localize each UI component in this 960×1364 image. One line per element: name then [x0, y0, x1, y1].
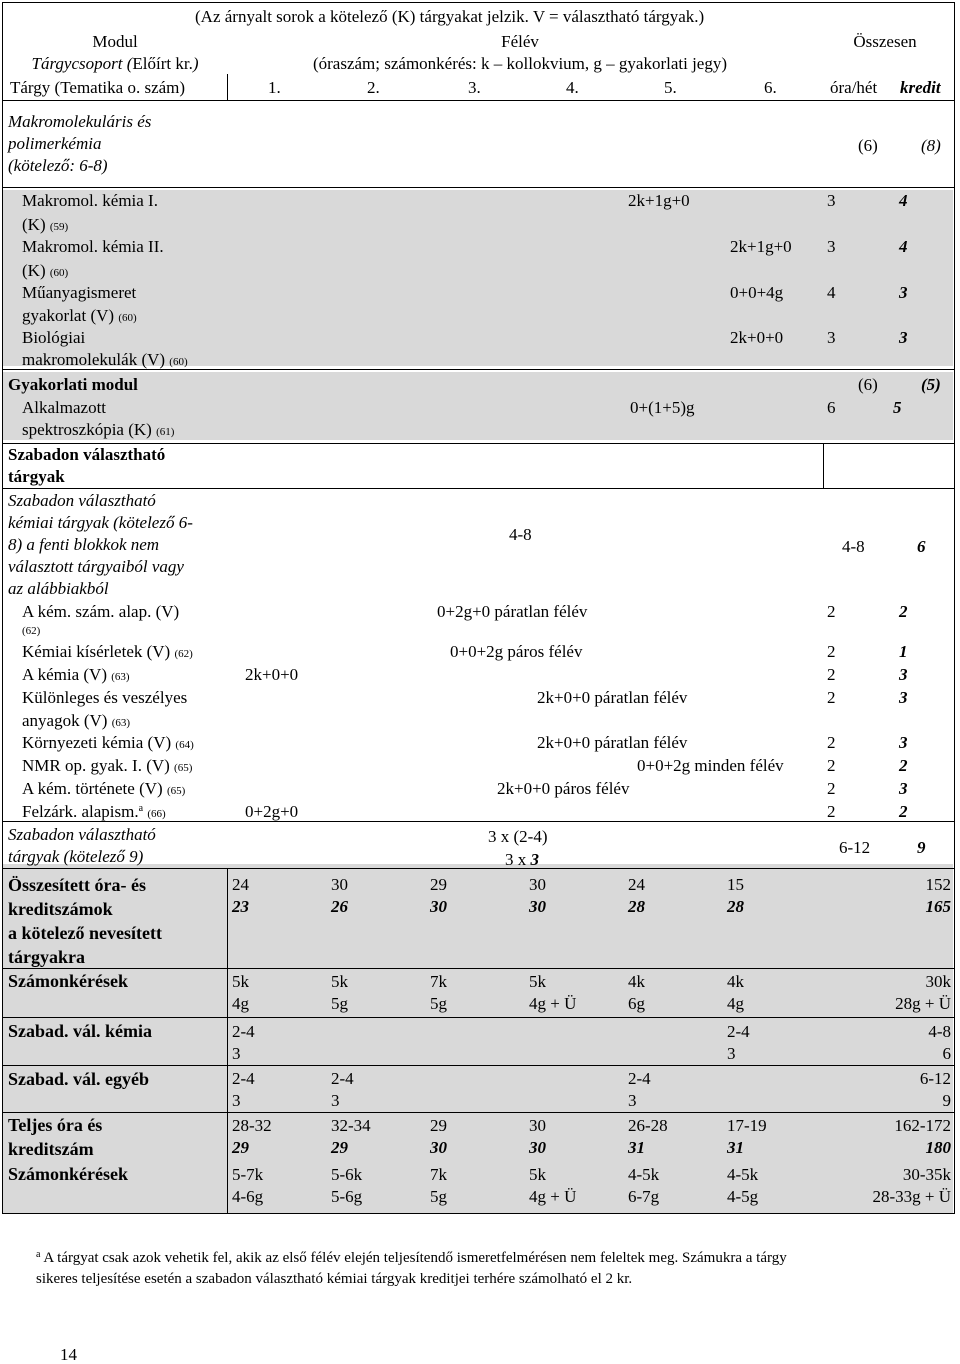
szabad-kemiai-title: Szabadon választható kémiai tárgyak (kötelező 6- 8) a fenti blokkok nem választott tárgyaiból vagy az alábbiakból [8, 491, 193, 598]
makro-row-1-name: Makromol. kémia I. [22, 191, 158, 210]
makro-row-1-ora: 3 [827, 191, 836, 210]
makro-row-2-kredit: 4 [899, 237, 908, 256]
teljes-kredit-sem-4: 30 [529, 1138, 546, 1157]
szabad-row-2-name: Kémiai kísérletek (V) (62) [22, 642, 193, 661]
szamonkeres-g-sem-3: 5g [430, 994, 447, 1013]
szabad-row-4-name: Különleges és veszélyes [22, 688, 188, 707]
szabad-kemiai-val: 4-8 [509, 525, 532, 544]
kemia-sem-6-ora: 2-4 [727, 1022, 750, 1041]
szamonkeres-g-total: 28g + Ü [895, 994, 951, 1013]
teljes-ora-sem-3: 29 [430, 1116, 447, 1135]
osszesitett-kredit-sem-4: 30 [529, 897, 546, 916]
szabad-row-6-val: 0+0+2g minden félév [637, 756, 784, 775]
osszesitett-kredit-sem-1: 23 [232, 897, 249, 916]
teljes-kredit-sem-5: 31 [628, 1138, 645, 1157]
osszesitett-ora-sem-6: 15 [727, 875, 744, 894]
szabad-row-4-ora: 2 [827, 688, 836, 707]
teljes-ora-total: 162-172 [894, 1116, 951, 1135]
makro-row-4-sub: makromolekulák (V) (60) [22, 350, 188, 369]
gyak-row-ora: 6 [827, 398, 836, 417]
szabad-row-7-name: A kém. története (V) (65) [22, 779, 186, 798]
egyeb-total-ora: 6-12 [919, 1069, 951, 1088]
teljes-kredit-total: 180 [925, 1138, 951, 1157]
header-felev: Félév [501, 32, 539, 51]
header-modul: Modul [92, 32, 138, 51]
header-note: (Az árnyalt sorok a kötelező (K) tárgyakat jelzik. V = választható tárgyak.) [195, 7, 705, 26]
szamonkeres-g-sem-5: 6g [628, 994, 645, 1013]
szabad-egyeb-val-2: 3 x 3 [505, 850, 539, 869]
gyak-row-name: Alkalmazott [22, 398, 107, 417]
szabad-row-1-name: A kém. szám. alap. (V) [22, 602, 180, 621]
szamonkeres-g-sem-6: 4g [727, 994, 744, 1013]
szamonk2-k-sem-2: 5-6k [331, 1165, 363, 1184]
header-osszesen: Összesen [853, 32, 917, 51]
teljes-title: Teljes óra és kreditszám [8, 1115, 103, 1159]
szabad-kemiai-ora: 4-8 [842, 537, 865, 556]
szamonkeres-label: Számonkérések [8, 971, 128, 991]
semester-4: 4. [566, 78, 579, 97]
teljes-kredit-sem-1: 29 [232, 1138, 249, 1157]
szamonk2-g-total: 28-33g + Ü [872, 1187, 951, 1206]
szamonk2-k-sem-1: 5-7k [232, 1165, 264, 1184]
szabad-row-3-ora: 2 [827, 665, 836, 684]
szamonk2-g-sem-3: 5g [430, 1187, 447, 1206]
szabad-egyeb-label: Szabad. vál. egyéb [8, 1069, 150, 1089]
szabad-row-6-ora: 2 [827, 756, 836, 775]
egyeb-sem-2-ora: 2-4 [331, 1069, 354, 1088]
szabad-title: Szabadon választható tárgyak [8, 445, 166, 486]
gyak-title: Gyakorlati modul [8, 375, 138, 394]
szabad-kemiai-kredit: 6 [917, 537, 926, 556]
makro-row-1-sub: (K) (59) [22, 215, 69, 234]
gyak-row-val: 0+(1+5)g [630, 398, 695, 417]
osszesitett-title: Összesített óra- és kreditszámok a kötelező nevesített tárgyakra [8, 875, 162, 967]
header-kredit: kredit [900, 78, 941, 97]
semester-3: 3. [468, 78, 481, 97]
szabad-row-3-name: A kémia (V) (63) [22, 665, 130, 684]
szamonkeres-k-sem-2: 5k [331, 972, 348, 991]
szabad-row-4-kredit: 3 [899, 688, 908, 707]
makro-row-4-ora: 3 [827, 328, 836, 347]
szamonkeres-g-sem-2: 5g [331, 994, 348, 1013]
osszesitett-ora-sem-5: 24 [628, 875, 645, 894]
szabad-row-5-val: 2k+0+0 páratlan félév [537, 733, 688, 752]
gyak-row-sub: spektroszkópia (K) (61) [22, 420, 175, 439]
teljes-ora-sem-4: 30 [529, 1116, 546, 1135]
makro-row-2-name: Makromol. kémia II. [22, 237, 164, 256]
makro-row-4-kredit: 3 [899, 328, 908, 347]
header-targycsoport: Tárgycsoport (Előírt kr.) [31, 54, 199, 73]
osszesitett-kredit-sem-2: 26 [331, 897, 348, 916]
teljes-kredit-sem-6: 31 [727, 1138, 744, 1157]
szamonkeres-k-sem-4: 5k [529, 972, 546, 991]
osszesitett-kredit-sem-5: 28 [628, 897, 645, 916]
makro-row-4-val: 2k+0+0 [730, 328, 784, 347]
makro-row-4-name: Biológiai [22, 328, 86, 347]
szabad-row-8-ora: 2 [827, 802, 836, 821]
footnote-line-2: sikeres teljesítése esetén a szabadon választható kémiai tárgyak kreditjei terhére számolható el 2 kr. [36, 1271, 633, 1287]
shade-makro-k [3, 190, 953, 369]
teljes-ora-sem-6: 17-19 [727, 1116, 767, 1135]
header-ora-het: óra/hét [830, 78, 878, 97]
szamonk2-g-sem-1: 4-6g [232, 1187, 264, 1206]
szabad-egyeb-ora: 6-12 [839, 838, 871, 857]
szamonk2-k-sem-4: 5k [529, 1165, 546, 1184]
szabad-egyeb-title: Szabadon választható tárgyak (kötelező 9) [8, 825, 156, 866]
szabad-row-1-val: 0+2g+0 páratlan félév [437, 602, 588, 621]
egyeb-total-kredit: 9 [942, 1091, 951, 1110]
makro-row-3-kredit: 3 [899, 283, 908, 302]
egyeb-sem-1-kredit: 3 [232, 1091, 241, 1110]
szamonkeres-g-sem-1: 4g [232, 994, 249, 1013]
gyak-kredit: (5) [921, 375, 941, 394]
szabad-row-8-val: 0+2g+0 [245, 802, 299, 821]
osszesitett-ora-sem-2: 30 [331, 875, 348, 894]
kemia-sem-1-ora: 2-4 [232, 1022, 255, 1041]
makro-row-2-sub: (K) (60) [22, 261, 69, 280]
szabad-row-1-page: (62) [22, 625, 41, 637]
makro-row-3-ora: 4 [827, 283, 836, 302]
makro-row-1-kredit: 4 [899, 191, 908, 210]
header-targy: Tárgy (Tematika o. szám) [10, 78, 186, 97]
szabad-row-3-val: 2k+0+0 [245, 665, 299, 684]
makro-row-2-val: 2k+1g+0 [730, 237, 792, 256]
szabad-row-4-sub: anyagok (V) (63) [22, 711, 131, 730]
szabad-row-6-name: NMR op. gyak. I. (V) (65) [22, 756, 193, 775]
page-number: 14 [60, 1345, 77, 1364]
szabad-row-4-val: 2k+0+0 páratlan félév [537, 688, 688, 707]
teljes-ora-sem-2: 32-34 [331, 1116, 371, 1135]
szabad-row-2-ora: 2 [827, 642, 836, 661]
makro-title: Makromolekuláris és polimerkémia (kötelező: 6-8) [8, 112, 152, 175]
semester-1: 1. [268, 78, 281, 97]
makro-row-3-sub: gyakorlat (V) (60) [22, 306, 137, 325]
szamonk2-g-sem-6: 4-5g [727, 1187, 759, 1206]
teljes-ora-sem-1: 28-32 [232, 1116, 272, 1135]
teljes-kredit-sem-3: 30 [430, 1138, 447, 1157]
egyeb-sem-1-ora: 2-4 [232, 1069, 255, 1088]
header-oraszam: (óraszám; számonkérés: k – kollokvium, g – gyakorlati jegy) [312, 54, 728, 73]
makro-row-2-ora: 3 [827, 237, 836, 256]
szabad-kemia-label: Szabad. vál. kémia [8, 1021, 153, 1041]
szamonkeres-k-sem-5: 4k [628, 972, 645, 991]
semester-6: 6. [764, 78, 777, 97]
semester-2: 2. [367, 78, 380, 97]
szabad-row-2-kredit: 1 [899, 642, 908, 661]
szabad-row-5-ora: 2 [827, 733, 836, 752]
osszesitett-ora-total: 152 [925, 875, 951, 894]
szamonkeres-k-sem-6: 4k [727, 972, 744, 991]
szabad-row-8-name: Felzárk. alapism.$^a$ (66) [22, 802, 166, 821]
szabad-row-5-name: Környezeti kémia (V) (64) [22, 733, 194, 752]
szabad-row-7-ora: 2 [827, 779, 836, 798]
szabad-row-2-val: 0+0+2g páros félév [450, 642, 583, 661]
osszesitett-kredit-sem-3: 30 [430, 897, 447, 916]
makro-row-1-val: 2k+1g+0 [628, 191, 690, 210]
szamonk2-g-sem-4: 4g + Ü [529, 1187, 577, 1206]
szamonk2-k-total: 30-35k [902, 1165, 951, 1184]
makro-row-3-val: 0+0+4g [730, 283, 784, 302]
szamonk2-g-sem-5: 6-7g [628, 1187, 660, 1206]
egyeb-sem-5-ora: 2-4 [628, 1069, 651, 1088]
egyeb-sem-2-kredit: 3 [331, 1091, 340, 1110]
szabad-row-7-val: 2k+0+0 páros félév [497, 779, 630, 798]
szabad-row-8-kredit: 2 [899, 802, 908, 821]
egyeb-sem-5-kredit: 3 [628, 1091, 637, 1110]
osszesitett-ora-sem-1: 24 [232, 875, 249, 894]
kemia-total-ora: 4-8 [928, 1022, 951, 1041]
szabad-row-6-kredit: 2 [899, 756, 908, 775]
szamonkeres-g-sem-4: 4g + Ü [529, 994, 577, 1013]
makro-kredit: (8) [921, 136, 941, 155]
teljes-ora-sem-5: 26-28 [628, 1116, 668, 1135]
szabad-egyeb-kredit: 9 [917, 838, 926, 857]
teljes-kredit-sem-2: 29 [331, 1138, 348, 1157]
kemia-sem-1-kredit: 3 [232, 1044, 241, 1063]
footnote-line-1: $^a$ A tárgyat csak azok vehetik fel, akik az első félév elején teljesítendő ismeretfelmérésen nem feleltek meg. Számukra a tárgy [36, 1249, 787, 1266]
szamonk2-label: Számonkérések [8, 1164, 128, 1184]
szabad-row-7-kredit: 3 [899, 779, 908, 798]
osszesitett-kredit-total: 165 [925, 897, 951, 916]
szamonk2-k-sem-3: 7k [430, 1165, 447, 1184]
szamonkeres-k-sem-3: 7k [430, 972, 447, 991]
gyak-row-kredit: 5 [893, 398, 902, 417]
gyak-ora: (6) [858, 375, 878, 394]
szabad-row-1-ora: 2 [827, 602, 836, 621]
szabad-row-1-kredit: 2 [899, 602, 908, 621]
makro-row-3-name: Műanyagismeret [22, 283, 137, 302]
szabad-row-3-kredit: 3 [899, 665, 908, 684]
szamonkeres-k-sem-1: 5k [232, 972, 249, 991]
osszesitett-ora-sem-4: 30 [529, 875, 546, 894]
szabad-row-5-kredit: 3 [899, 733, 908, 752]
szamonk2-k-sem-6: 4-5k [727, 1165, 759, 1184]
szamonkeres-k-total: 30k [925, 972, 951, 991]
semester-5: 5. [664, 78, 677, 97]
kemia-sem-6-kredit: 3 [727, 1044, 736, 1063]
szamonk2-g-sem-2: 5-6g [331, 1187, 363, 1206]
szamonk2-k-sem-5: 4-5k [628, 1165, 660, 1184]
osszesitett-ora-sem-3: 29 [430, 875, 447, 894]
szabad-egyeb-val-1: 3 x (2-4) [488, 827, 548, 846]
makro-ora: (6) [858, 136, 878, 155]
osszesitett-kredit-sem-6: 28 [727, 897, 744, 916]
kemia-total-kredit: 6 [942, 1044, 951, 1063]
